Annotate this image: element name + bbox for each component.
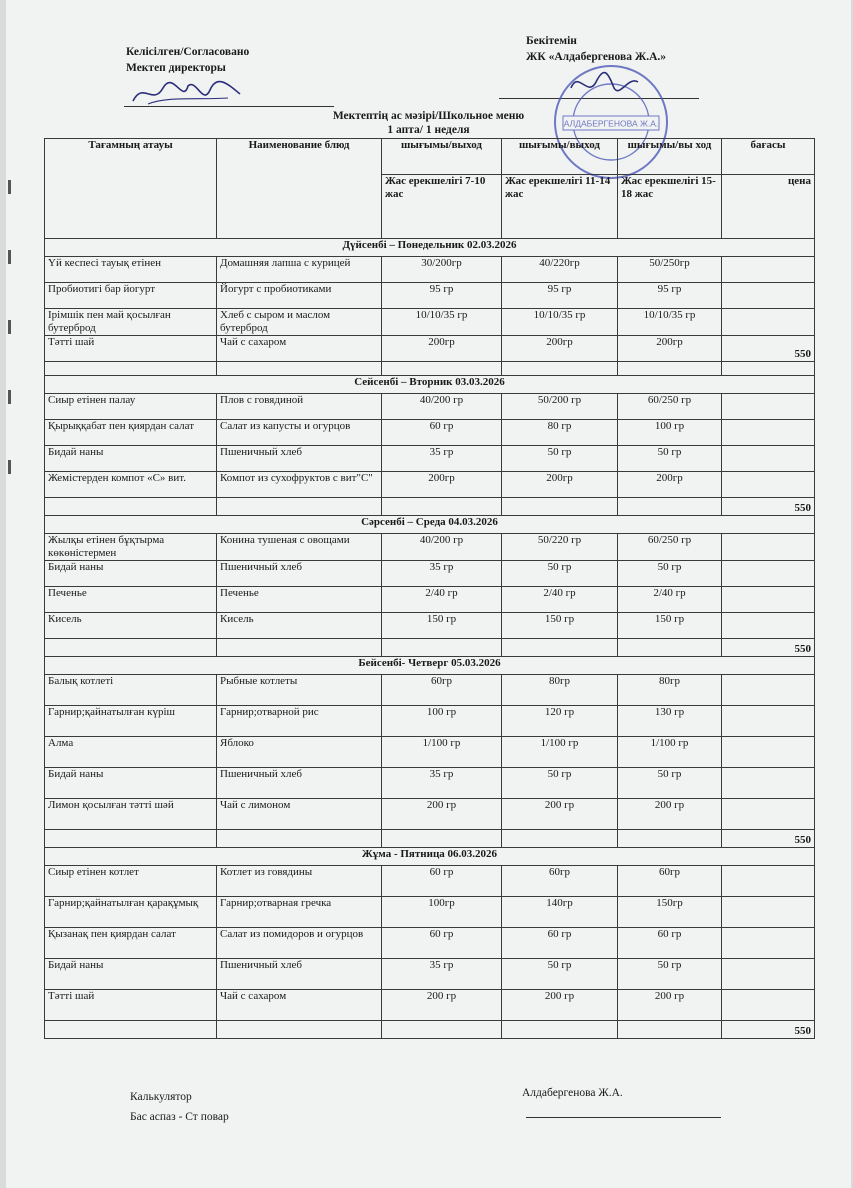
dish-name-kz: Сиыр етінен палау xyxy=(45,394,217,420)
portion-7-10: 60 гр xyxy=(382,866,502,897)
portion-11-14: 60 гр xyxy=(502,928,618,959)
approval-block-right xyxy=(526,33,666,65)
menu-document xyxy=(6,0,851,1188)
dish-name-kz: Сиыр етінен котлет xyxy=(45,866,217,897)
calculator-label: Калькулятор xyxy=(130,1091,192,1103)
menu-week: 1 апта/ 1 неделя xyxy=(387,124,470,136)
price-cell xyxy=(722,394,815,420)
header-name-kz: Тағамның атауы xyxy=(45,139,217,239)
portion-15-18: 50 гр xyxy=(618,446,722,472)
empty-cell xyxy=(618,1021,722,1039)
portion-7-10: 35 гр xyxy=(382,561,502,587)
dish-name-kz: Бидай наны xyxy=(45,959,217,990)
day-title: Сәрсенбі – Среда 04.03.2026 xyxy=(45,516,815,534)
dish-name-kz: Ірімшік пен май қосылған бутерброд xyxy=(45,309,217,336)
portion-15-18: 200 гр xyxy=(618,990,722,1021)
dish-name-kz: Гарнир;қайнатылған қарақұмық xyxy=(45,897,217,928)
portion-11-14: 150 гр xyxy=(502,613,618,639)
portion-11-14: 1/100 гр xyxy=(502,737,618,768)
price-cell xyxy=(722,587,815,613)
dish-name-kz: Гарнир;қайнатылған күріш xyxy=(45,706,217,737)
day-title: Жұма - Пятница 06.03.2026 xyxy=(45,848,815,866)
portion-7-10: 60гр xyxy=(382,675,502,706)
portion-7-10: 35 гр xyxy=(382,446,502,472)
header-price: бағасы xyxy=(722,139,815,175)
portion-11-14: 200гр xyxy=(502,336,618,362)
price-cell xyxy=(722,309,815,336)
header-output-1: шығымы/выход xyxy=(382,139,502,175)
header-age-11-14: Жас ерекшелігі 11-14 жас xyxy=(502,175,618,239)
dish-name-ru: Йогурт с пробиотиками xyxy=(217,283,382,309)
empty-cell xyxy=(217,498,382,516)
portion-11-14: 50 гр xyxy=(502,446,618,472)
dish-name-ru: Пшеничный хлеб xyxy=(217,446,382,472)
dish-name-kz: Кисель xyxy=(45,613,217,639)
dish-name-kz: Жемістерден компот «С» вит. xyxy=(45,472,217,498)
portion-15-18: 150гр xyxy=(618,897,722,928)
table-row xyxy=(45,309,815,336)
empty-cell xyxy=(382,498,502,516)
portion-7-10: 60 гр xyxy=(382,420,502,446)
dish-name-kz: Пробиотигі бар йогурт xyxy=(45,283,217,309)
portion-7-10: 100гр xyxy=(382,897,502,928)
table-row xyxy=(45,928,815,959)
table-row xyxy=(45,257,815,283)
portion-15-18: 1/100 гр xyxy=(618,737,722,768)
price-cell xyxy=(722,675,815,706)
agreed-label: Келісілген/Согласовано xyxy=(126,46,250,58)
chef-label: Бас аспаз - Ст повар xyxy=(130,1111,229,1123)
dish-name-kz: Балық котлеті xyxy=(45,675,217,706)
portion-15-18: 50 гр xyxy=(618,768,722,799)
portion-11-14: 200 гр xyxy=(502,990,618,1021)
day-title: Дүйсенбі – Понедельник 02.03.2026 xyxy=(45,239,815,257)
director-signature-icon xyxy=(128,76,248,110)
portion-11-14: 50/200 гр xyxy=(502,394,618,420)
portion-7-10: 1/100 гр xyxy=(382,737,502,768)
empty-cell xyxy=(217,639,382,657)
price-cell xyxy=(722,897,815,928)
price-cell xyxy=(722,768,815,799)
day-total-price: 550 xyxy=(722,498,815,516)
price-cell xyxy=(722,959,815,990)
dish-name-ru: Котлет из говядины xyxy=(217,866,382,897)
empty-cell xyxy=(618,830,722,848)
dish-name-kz: Үй кеспесі тауық етінен xyxy=(45,257,217,283)
footer-name: Алдабергенова Ж.А. xyxy=(522,1087,623,1099)
table-row xyxy=(45,336,815,362)
portion-15-18: 130 гр xyxy=(618,706,722,737)
portion-11-14: 200гр xyxy=(502,472,618,498)
portion-7-10: 200гр xyxy=(382,472,502,498)
dish-name-ru: Салат из помидоров и огурцов xyxy=(217,928,382,959)
price-cell xyxy=(722,420,815,446)
day-total-price: 550 xyxy=(722,639,815,657)
portion-11-14: 80 гр xyxy=(502,420,618,446)
dish-name-ru: Плов с говядиной xyxy=(217,394,382,420)
total-row xyxy=(45,498,815,516)
stamp-center-text: АЛДАБЕРГЕНОВА Ж.А. xyxy=(563,118,659,129)
day-header-row xyxy=(45,657,815,675)
empty-cell xyxy=(45,639,217,657)
dish-name-kz: Лимон қосылған тәтті шәй xyxy=(45,799,217,830)
dish-name-ru: Хлеб с сыром и маслом бутерброд xyxy=(217,309,382,336)
table-row xyxy=(45,420,815,446)
price-cell xyxy=(722,283,815,309)
menu-title: Мектептің ас мәзірі/Школьное меню xyxy=(332,110,525,122)
approval-block-left xyxy=(126,44,249,76)
portion-15-18: 50 гр xyxy=(618,959,722,990)
portion-7-10: 95 гр xyxy=(382,283,502,309)
empty-cell xyxy=(217,362,382,376)
binding-holes-decoration xyxy=(6,160,16,860)
entrepreneur-label: ЖК «Алдабергенова Ж.А.» xyxy=(526,51,667,63)
empty-cell xyxy=(502,639,618,657)
day-header-row xyxy=(45,848,815,866)
table-row xyxy=(45,866,815,897)
price-cell xyxy=(722,990,815,1021)
portion-11-14: 60гр xyxy=(502,866,618,897)
portion-11-14: 50 гр xyxy=(502,959,618,990)
table-row xyxy=(45,561,815,587)
table-row xyxy=(45,768,815,799)
dish-name-ru: Салат из капусты и огурцов xyxy=(217,420,382,446)
dish-name-kz: Тәтті шай xyxy=(45,990,217,1021)
dish-name-ru: Чай с сахаром xyxy=(217,990,382,1021)
empty-cell xyxy=(217,830,382,848)
portion-11-14: 40/220гр xyxy=(502,257,618,283)
dish-name-ru: Пшеничный хлеб xyxy=(217,561,382,587)
day-title: Бейсенбі- Четверг 05.03.2026 xyxy=(45,657,815,675)
empty-cell xyxy=(618,498,722,516)
empty-cell xyxy=(502,830,618,848)
price-cell xyxy=(722,799,815,830)
portion-15-18: 95 гр xyxy=(618,283,722,309)
approve-label: Бекітемін xyxy=(526,35,577,47)
table-row xyxy=(45,587,815,613)
dish-name-ru: Компот из сухофруктов с вит"С" xyxy=(217,472,382,498)
header-age-7-10: Жас ерекшелігі 7-10 жас xyxy=(382,175,502,239)
approver-signature-icon xyxy=(566,68,646,102)
dish-name-kz: Тәтті шай xyxy=(45,336,217,362)
portion-7-10: 2/40 гр xyxy=(382,587,502,613)
portion-15-18: 50/250гр xyxy=(618,257,722,283)
portion-15-18: 200гр xyxy=(618,336,722,362)
price-cell xyxy=(722,472,815,498)
header-name-ru: Наименование блюд xyxy=(217,139,382,239)
empty-cell xyxy=(45,1021,217,1039)
empty-cell xyxy=(618,639,722,657)
portion-15-18: 60/250 гр xyxy=(618,534,722,561)
table-row xyxy=(45,675,815,706)
footer-signature-line xyxy=(526,1117,721,1118)
portion-15-18: 80гр xyxy=(618,675,722,706)
portion-15-18: 200гр xyxy=(618,472,722,498)
empty-cell xyxy=(502,498,618,516)
price-cell xyxy=(722,737,815,768)
portion-11-14: 120 гр xyxy=(502,706,618,737)
dish-name-ru: Пшеничный хлеб xyxy=(217,959,382,990)
portion-11-14: 10/10/35 гр xyxy=(502,309,618,336)
dish-name-kz: Бидай наны xyxy=(45,561,217,587)
price-cell: 550 xyxy=(722,336,815,362)
portion-15-18: 200 гр xyxy=(618,799,722,830)
dish-name-kz: Бидай наны xyxy=(45,768,217,799)
portion-7-10: 35 гр xyxy=(382,959,502,990)
total-row xyxy=(45,1021,815,1039)
empty-cell xyxy=(45,498,217,516)
table-row xyxy=(45,990,815,1021)
price-cell xyxy=(722,613,815,639)
dish-name-kz: Алма xyxy=(45,737,217,768)
portion-15-18: 60гр xyxy=(618,866,722,897)
table-row xyxy=(45,959,815,990)
dish-name-kz: Қызанақ пен қиярдан салат xyxy=(45,928,217,959)
day-total-price xyxy=(722,362,815,376)
header-age-15-18: Жас ерекшелігі 15-18 жас xyxy=(618,175,722,239)
empty-cell xyxy=(382,1021,502,1039)
portion-11-14: 95 гр xyxy=(502,283,618,309)
portion-7-10: 40/200 гр xyxy=(382,534,502,561)
dish-name-kz: Бидай наны xyxy=(45,446,217,472)
portion-7-10: 60 гр xyxy=(382,928,502,959)
table-row xyxy=(45,283,815,309)
empty-cell xyxy=(217,1021,382,1039)
table-row xyxy=(45,394,815,420)
portion-7-10: 150 гр xyxy=(382,613,502,639)
price-cell xyxy=(722,257,815,283)
portion-15-18: 100 гр xyxy=(618,420,722,446)
dish-name-ru: Пшеничный хлеб xyxy=(217,768,382,799)
portion-15-18: 10/10/35 гр xyxy=(618,309,722,336)
portion-11-14: 140гр xyxy=(502,897,618,928)
portion-7-10: 100 гр xyxy=(382,706,502,737)
table-row xyxy=(45,472,815,498)
total-row xyxy=(45,362,815,376)
day-header-row xyxy=(45,516,815,534)
empty-cell xyxy=(382,830,502,848)
table-row xyxy=(45,706,815,737)
portion-7-10: 200гр xyxy=(382,336,502,362)
dish-name-ru: Чай с лимоном xyxy=(217,799,382,830)
total-row xyxy=(45,639,815,657)
empty-cell xyxy=(502,362,618,376)
dish-name-ru: Чай с сахаром xyxy=(217,336,382,362)
day-header-row xyxy=(45,239,815,257)
price-cell xyxy=(722,561,815,587)
director-label: Мектеп директоры xyxy=(126,62,226,74)
dish-name-kz: Қырыққабат пен қиярдан салат xyxy=(45,420,217,446)
portion-7-10: 10/10/35 гр xyxy=(382,309,502,336)
dish-name-ru: Гарнир;отварной рис xyxy=(217,706,382,737)
dish-name-ru: Рыбные котлеты xyxy=(217,675,382,706)
price-cell xyxy=(722,446,815,472)
header-output-3: шығымы/вы ход xyxy=(618,139,722,175)
portion-15-18: 150 гр xyxy=(618,613,722,639)
portion-7-10: 30/200гр xyxy=(382,257,502,283)
dish-name-ru: Гарнир;отварная гречка xyxy=(217,897,382,928)
table-row xyxy=(45,897,815,928)
empty-cell xyxy=(45,830,217,848)
portion-15-18: 60 гр xyxy=(618,928,722,959)
price-cell xyxy=(722,928,815,959)
day-header-row xyxy=(45,376,815,394)
day-title: Сейсенбі – Вторник 03.03.2026 xyxy=(45,376,815,394)
portion-15-18: 2/40 гр xyxy=(618,587,722,613)
header-output-2: шығымы/выход xyxy=(502,139,618,175)
portion-11-14: 50 гр xyxy=(502,561,618,587)
price-cell xyxy=(722,866,815,897)
dish-name-ru: Домашняя лапша с курицей xyxy=(217,257,382,283)
dish-name-ru: Кисель xyxy=(217,613,382,639)
day-total-price: 550 xyxy=(722,830,815,848)
price-cell xyxy=(722,706,815,737)
dish-name-kz: Жылқы етінен бұқтырма көкөністермен xyxy=(45,534,217,561)
portion-11-14: 50/220 гр xyxy=(502,534,618,561)
header-price-ru: цена xyxy=(722,175,815,239)
table-row xyxy=(45,534,815,561)
portion-15-18: 60/250 гр xyxy=(618,394,722,420)
empty-cell xyxy=(618,362,722,376)
director-signature-line xyxy=(124,106,334,107)
empty-cell xyxy=(502,1021,618,1039)
footer-left xyxy=(130,1087,229,1127)
portion-11-14: 80гр xyxy=(502,675,618,706)
table-row xyxy=(45,446,815,472)
day-total-price: 550 xyxy=(722,1021,815,1039)
total-row xyxy=(45,830,815,848)
empty-cell xyxy=(382,639,502,657)
portion-7-10: 35 гр xyxy=(382,768,502,799)
portion-11-14: 50 гр xyxy=(502,768,618,799)
portion-7-10: 200 гр xyxy=(382,990,502,1021)
portion-7-10: 40/200 гр xyxy=(382,394,502,420)
portion-15-18: 50 гр xyxy=(618,561,722,587)
dish-name-ru: Яблоко xyxy=(217,737,382,768)
price-cell xyxy=(722,534,815,561)
empty-cell xyxy=(45,362,217,376)
empty-cell xyxy=(382,362,502,376)
dish-name-ru: Печенье xyxy=(217,587,382,613)
table-row xyxy=(45,613,815,639)
portion-11-14: 2/40 гр xyxy=(502,587,618,613)
menu-table xyxy=(44,138,815,1039)
dish-name-ru: Конина тушеная с овощами xyxy=(217,534,382,561)
dish-name-kz: Печенье xyxy=(45,587,217,613)
portion-11-14: 200 гр xyxy=(502,799,618,830)
portion-7-10: 200 гр xyxy=(382,799,502,830)
table-row xyxy=(45,737,815,768)
table-row xyxy=(45,799,815,830)
